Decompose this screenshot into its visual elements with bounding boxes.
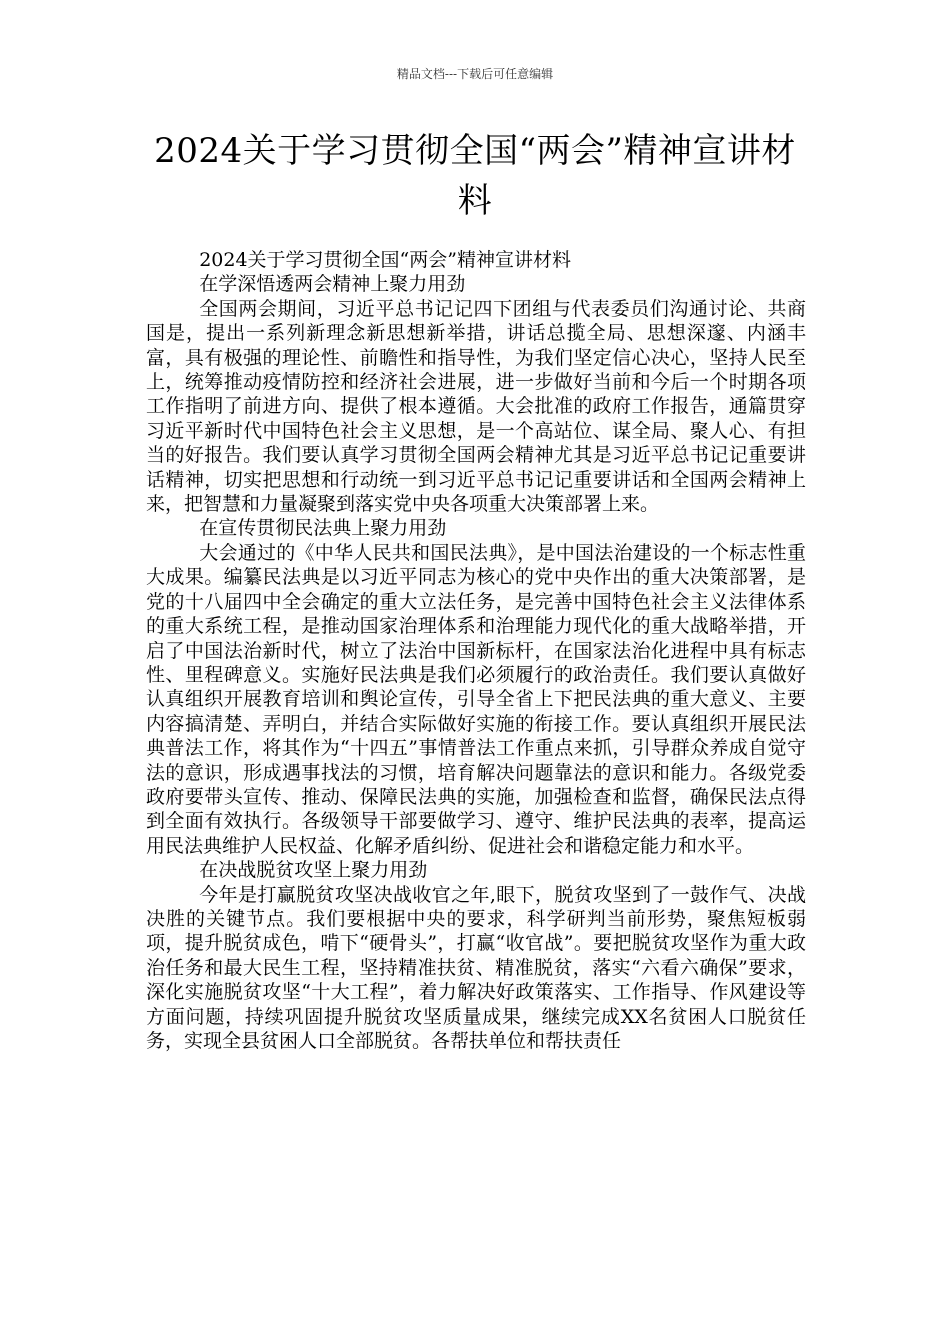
section-heading: 在宣传贯彻民法典上聚力用劲: [199, 517, 447, 540]
body-title-line: 2024关于学习贯彻全国“两会”精神宣讲材料: [199, 249, 571, 271]
body-paragraph: 大会通过的《中华人民共和国民法典》，是中国法治建设的一个标志性重大成果。编纂民法典是以习近平同志为核心的党中央作出的重大决策部署，是党的十八届四中全会确定的重大立法任务，是完善中国特色社会主义法律体系的重大系统工程，是推动国家治理体系和治理能力现代化的重大战略举措，开启了中国法治新时代，树立了法治中国新标杆，在国家法治化进程中具有标志性、里程碑意义。实施好民法典是我们必须履行的政治责任。我们要认真做好认真组织开展教育培训和舆论宣传，引导全省上下把民法典的重大意义、主要内容搞清楚、弄明白，并结合实际做好实施的衔接工作。要认真组织开展民法典普法工作，将其作为“十四五”事情普法工作重点来抓，引导群众养成自觉守法的意识，形成遇事找法的习惯，培育解决问题靠法的意识和能力。各级党委政府要带头宣传、推动、保障民法典的实施，加强检查和监督，确保民法点得到全面有效执行。各级领导干部要做学习、遵守、维护民法典的表率，提高运用民法典维护人民权益、化解矛盾纠纷、促进社会和谐稳定能力和水平。: [146, 541, 806, 857]
body-paragraph: 今年是打赢脱贫攻坚决战收官之年,眼下，脱贫攻坚到了一鼓作气、决战决胜的关键节点。我们要根据中央的要求，科学研判当前形势，聚焦短板弱项，提升脱贫成色，啃下“硬骨头”，打赢“收官战”。要把脱贫攻坚作为重大政治任务和最大民生工程，坚持精准扶贫、精准脱贫，落实“六看六确保”要求，深化实施脱贫攻坚“十大工程”，着力解决好政策落实、工作指导、作风建设等方面问题，持续巩固提升脱贫攻坚质量成果，继续完成XX名贫困人口脱贫任务，实现全县贫困人口全部脱贫。各帮扶单位和帮扶责任: [146, 883, 806, 1052]
section-heading: 在决战脱贫攻坚上聚力用劲: [199, 859, 428, 882]
page-header: 精品文档---下载后可任意编辑: [396, 67, 554, 81]
section-heading: 在学深悟透两会精神上聚力用劲: [199, 273, 466, 296]
document-body: [146, 248, 806, 1053]
document-title: 2024关于学习贯彻全国“两会”精神宣讲材料: [154, 131, 796, 221]
body-paragraph: 全国两会期间，习近平总书记记四下团组与代表委员们沟通讨论、共商国是，提出一系列新理念新思想新举措，讲话总揽全局、思想深邃、内涵丰富，具有极强的理论性、前瞻性和指导性，为我们坚定信心决心，坚持人民至上，统筹推动疫情防控和经济社会进展，进一步做好当前和今后一个时期各项工作指明了前进方向、提供了根本遵循。大会批准的政府工作报告，通篇贯穿习近平新时代中国特色社会主义思想，是一个高站位、谋全局、聚人心、有担当的好报告。我们要认真学习贯彻全国两会精神尤其是习近平总书记记重要讲话精神，切实把思想和行动统一到习近平总书记记重要讲话和全国两会精神上来，把智慧和力量凝聚到落实党中央各项重大决策部署上来。: [146, 297, 806, 516]
